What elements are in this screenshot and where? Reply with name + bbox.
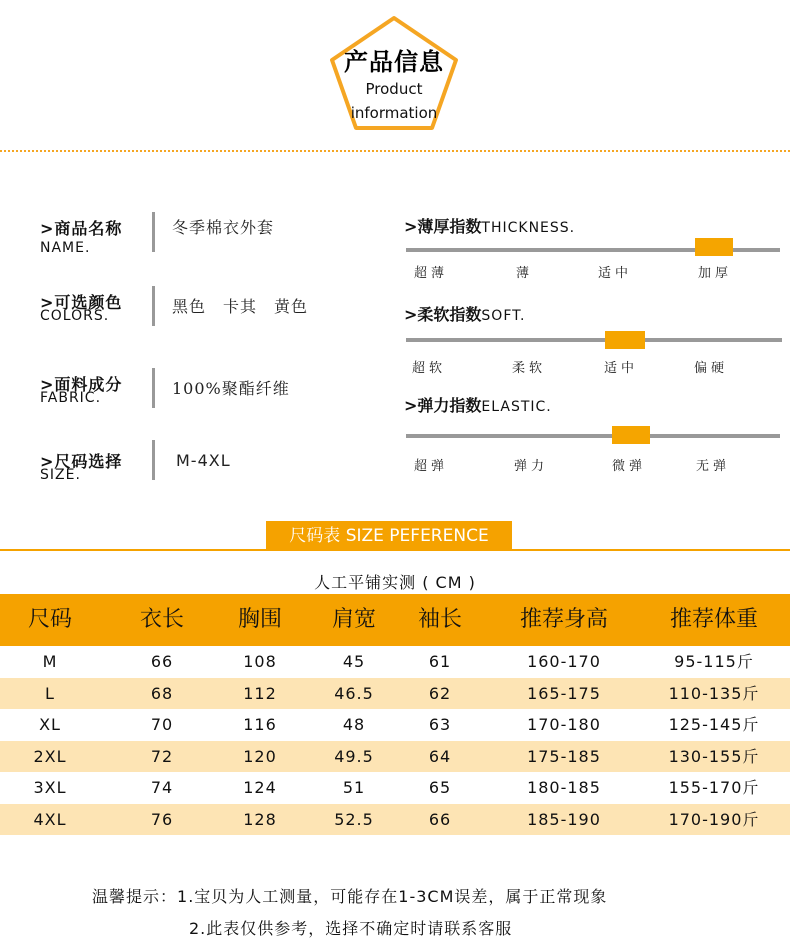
colors-label-cn: >可选颜色 [40, 293, 123, 312]
elastic-label-4: 无弹 [696, 459, 731, 474]
table-row [0, 678, 790, 709]
cell-size: 3XL [33, 778, 67, 797]
cell-shoulder: 46.5 [334, 683, 374, 703]
cell-size: L [45, 683, 55, 703]
cell-sleeve: 63 [428, 715, 452, 734]
elastic-scale-track [406, 434, 780, 438]
col-header-sleeve: 袖长 [417, 607, 462, 632]
cell-sleeve: 64 [428, 746, 452, 766]
soft-label-4: 偏硬 [694, 361, 729, 376]
cell-length: 66 [150, 652, 174, 671]
notes-text-1: 1.宝贝为人工测量，可能存在1-3CM误差，属于正常现象 [177, 887, 608, 906]
cell-weight: 110-135斤 [668, 683, 760, 703]
thickness-title [404, 214, 575, 237]
cell-sleeve: 66 [428, 809, 452, 829]
cell-shoulder: 51 [342, 778, 366, 797]
cell-chest: 124 [243, 778, 277, 797]
table-row [0, 772, 790, 803]
cell-length: 70 [150, 715, 174, 734]
soft-label-2: 柔软 [512, 361, 547, 376]
soft-title [404, 302, 525, 325]
cell-height: 185-190 [527, 809, 601, 829]
cell-height: 180-185 [527, 778, 601, 797]
notes-line2: 2.此表仅供参考，选择不确定时请联系客服 [189, 919, 513, 938]
cell-size: M [42, 652, 58, 671]
cell-weight: 95-115斤 [674, 652, 754, 671]
cell-weight: 125-145斤 [668, 715, 760, 734]
cell-chest: 120 [243, 746, 277, 766]
thickness-label-4: 加厚 [698, 266, 733, 281]
col-header-weight: 推荐体重 [669, 607, 758, 632]
cell-height: 165-175 [527, 683, 601, 703]
cell-size: 4XL [33, 809, 67, 829]
fabric-label-cn: >面料成分 [40, 375, 123, 394]
cell-sleeve: 62 [428, 683, 452, 703]
table-row [0, 741, 790, 772]
thickness-label-1: 超薄 [414, 266, 449, 281]
cell-chest: 108 [243, 652, 277, 671]
cell-weight: 170-190斤 [668, 809, 760, 829]
size-label-cn: >尺码选择 [40, 452, 123, 471]
table-row [0, 804, 790, 835]
soft-label-3: 适中 [604, 361, 639, 376]
size-table-caption: 人工平铺实测 ( CM ) [314, 573, 476, 592]
cell-weight: 155-170斤 [668, 778, 760, 797]
header-divider [0, 150, 790, 152]
cell-height: 170-180 [527, 715, 601, 734]
col-header-size: 尺码 [27, 607, 72, 632]
cell-size: XL [39, 715, 61, 734]
size-value: M-4XL [176, 451, 231, 470]
notes-prefix: 温馨提示： [92, 887, 178, 906]
colors-divider [152, 286, 155, 326]
col-header-height: 推荐身高 [519, 607, 608, 632]
name-label-cn: >商品名称 [40, 219, 123, 238]
header-title-en-line2: information [350, 104, 438, 122]
thickness-title-en: THICKNESS. [481, 220, 576, 236]
colors-label-en: COLORS. [40, 308, 110, 324]
thickness-label-3: 适中 [598, 266, 633, 281]
cell-length: 76 [150, 809, 174, 829]
cell-shoulder: 45 [342, 652, 366, 671]
cell-chest: 128 [243, 809, 277, 829]
elastic-label-3: 微弹 [612, 459, 647, 474]
col-header-length: 衣长 [139, 607, 184, 632]
cell-size: 2XL [33, 746, 67, 766]
cell-height: 160-170 [527, 652, 601, 671]
soft-scale-indicator [605, 331, 645, 349]
elastic-scale-indicator [612, 426, 650, 444]
fabric-value: 100%聚酯纤维 [172, 379, 290, 398]
thickness-label-2: 薄 [516, 266, 534, 281]
elastic-title-en: ELASTIC. [481, 399, 552, 415]
thickness-scale-indicator [695, 238, 733, 256]
elastic-title-cn: >弹力指数 [404, 396, 482, 415]
soft-title-cn: >柔软指数 [404, 305, 482, 324]
col-header-shoulder: 肩宽 [331, 607, 376, 632]
elastic-title [404, 393, 552, 416]
elastic-label-2: 弹力 [514, 459, 549, 474]
cell-length: 74 [150, 778, 174, 797]
header-title-en-line1: Product [365, 80, 423, 98]
size-table-banner: 尺码表 SIZE PEFERENCE [266, 521, 512, 551]
cell-height: 175-185 [527, 746, 601, 766]
table-row [0, 646, 790, 677]
table-row [0, 709, 790, 740]
cell-sleeve: 61 [428, 652, 452, 671]
cell-sleeve: 65 [428, 778, 452, 797]
size-divider [152, 440, 155, 480]
cell-shoulder: 49.5 [334, 746, 374, 766]
name-divider [152, 212, 155, 252]
soft-title-en: SOFT. [481, 308, 526, 324]
soft-label-1: 超软 [412, 361, 447, 376]
cell-shoulder: 52.5 [334, 809, 374, 829]
col-header-chest: 胸围 [237, 607, 282, 632]
cell-shoulder: 48 [342, 715, 366, 734]
elastic-label-1: 超弹 [414, 459, 449, 474]
soft-scale-track [406, 338, 782, 342]
cell-chest: 112 [243, 683, 277, 703]
notes-line1 [92, 884, 607, 907]
name-value: 冬季棉衣外套 [172, 218, 275, 237]
cell-weight: 130-155斤 [668, 746, 760, 766]
thickness-title-cn: >薄厚指数 [404, 217, 482, 236]
fabric-label-en: FABRIC. [40, 390, 102, 406]
cell-chest: 116 [243, 715, 277, 734]
fabric-divider [152, 368, 155, 408]
colors-value: 黑色 卡其 黄色 [172, 297, 309, 316]
size-label-en: SIZE. [40, 467, 81, 483]
name-label-en: NAME. [40, 240, 91, 256]
cell-length: 72 [150, 746, 174, 766]
size-table-header [0, 594, 790, 646]
cell-length: 68 [150, 683, 174, 703]
header-title-cn: 产品信息 [344, 48, 444, 76]
